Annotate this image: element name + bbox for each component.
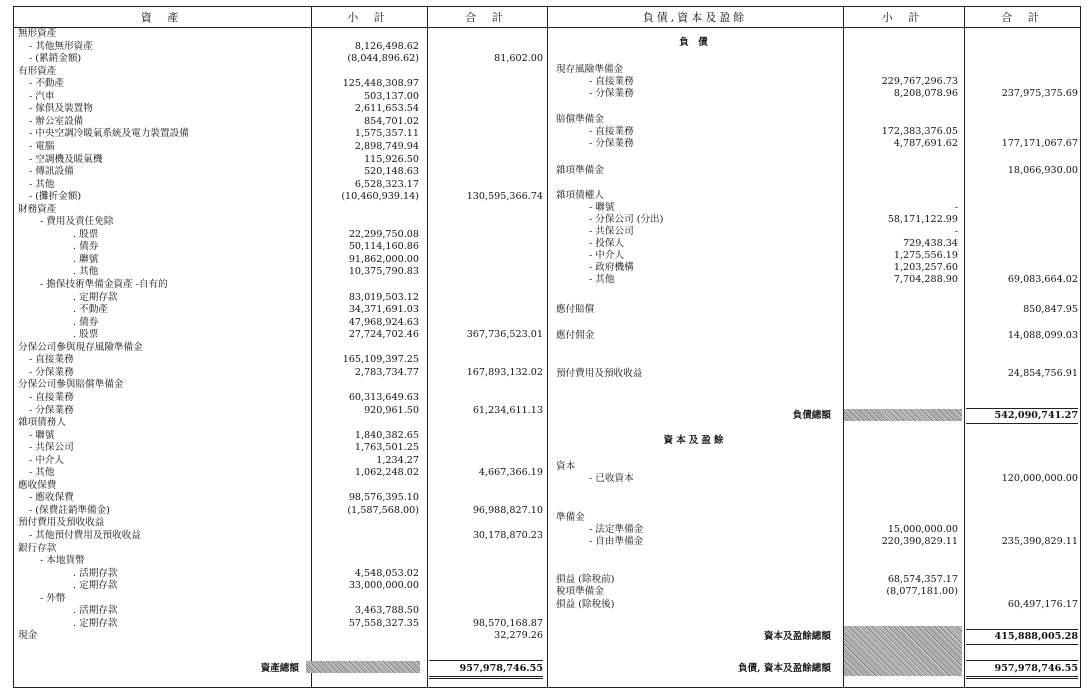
asset-row (14, 354, 419, 366)
asset-label: - 應收保費 (29, 492, 74, 503)
liability-row (14, 473, 1078, 485)
total-rule (966, 408, 1078, 409)
liability-label: 資本 (556, 461, 576, 472)
asset-row (14, 555, 85, 567)
column-divider (311, 7, 312, 687)
liability-subtotal: - (954, 202, 958, 213)
asset-subtotal: 57,558,327.35 (348, 618, 419, 629)
asset-total: 130,595,366.74 (466, 191, 543, 202)
asset-label: - 傳訊設備 (29, 166, 74, 177)
liability-label: - 投保人 (589, 238, 625, 249)
asset-subtotal: 115,926.50 (364, 154, 419, 165)
asset-total: 367,736,523.01 (466, 329, 543, 340)
liability-total: 69,083,664.02 (1007, 274, 1078, 285)
asset-subtotal: 1,575,357.11 (354, 128, 419, 139)
asset-subtotal: 2,783,734.77 (354, 367, 419, 378)
liability-total: 235,390,829.11 (1001, 536, 1078, 547)
header-subtotal-right: 小 計 (881, 11, 926, 24)
asset-subtotal: 503,137.00 (364, 91, 419, 102)
asset-label: . 債券 (73, 241, 99, 252)
asset-label: 預付費用及預收收益 (18, 517, 105, 528)
liabilities-total-label: 負債總額 (792, 410, 831, 421)
asset-row (14, 417, 66, 429)
column-divider (427, 7, 428, 687)
asset-row (14, 405, 543, 417)
liability-label: 資本及盈餘 (663, 435, 727, 446)
asset-label: - 電腦 (29, 141, 55, 152)
total-rule (966, 629, 1078, 630)
asset-label: - 其他無形資產 (29, 41, 93, 52)
asset-label: - 辦公室設備 (29, 116, 84, 127)
header-subtotal-left: 小 計 (347, 11, 391, 24)
liability-label: - 其他 (589, 274, 615, 285)
asset-subtotal: 10,375,790.83 (348, 266, 419, 277)
asset-row (14, 630, 543, 642)
asset-row (14, 292, 419, 304)
asset-label: - (攤折金額) (29, 191, 82, 202)
asset-label: - 其他 (29, 179, 55, 190)
asset-subtotal: 33,000,000.00 (348, 580, 419, 591)
asset-subtotal: (10,460,939.14) (341, 191, 419, 202)
double-rule (966, 676, 1078, 677)
asset-total: 61,234,611.13 (472, 405, 543, 416)
liability-total: 18,066,930.00 (1007, 165, 1078, 176)
asset-label: - 其他 (29, 467, 55, 478)
liability-total: 60,497,176.17 (1007, 599, 1078, 610)
grand-total-value: 957,978,746.55 (994, 663, 1078, 674)
liability-subtotal: (8,077,181.00) (886, 586, 958, 597)
double-rule (429, 678, 543, 679)
double-rule (429, 676, 543, 677)
liability-label: - 法定準備金 (589, 524, 644, 535)
asset-label: - 外幣 (40, 593, 66, 604)
asset-label: 分保公司參與現存風險準備金 (18, 342, 143, 353)
asset-subtotal: 1,840,382.65 (354, 430, 419, 441)
asset-row (14, 342, 143, 354)
asset-label: . 股票 (73, 329, 99, 340)
total-rule (429, 660, 543, 661)
assets-total-row (22, 663, 299, 675)
asset-label: - 傢俱及裝置物 (29, 103, 93, 114)
asset-label: . 定期存款 (73, 292, 118, 303)
liability-label: 準備金 (556, 512, 585, 523)
asset-label: - 直接業務 (29, 392, 74, 403)
liability-label: - 直接業務 (589, 126, 634, 137)
liability-subtotal: 729,438.34 (903, 238, 958, 249)
asset-subtotal: 34,371,691.03 (348, 304, 419, 315)
liability-label: - 中介人 (589, 250, 625, 261)
asset-total: 96,988,827.10 (472, 505, 543, 516)
asset-subtotal: 60,313,649.63 (348, 392, 419, 403)
asset-label: - (累銷金額) (29, 53, 82, 64)
shaded-cell (844, 409, 962, 421)
liability-label: - 自由準備金 (589, 536, 644, 547)
asset-subtotal: 520,148.63 (364, 166, 419, 177)
liability-subtotal: 58,171,122.99 (887, 214, 958, 225)
asset-label: - 直接業務 (29, 354, 74, 365)
liability-subtotal: 1,275,556.19 (893, 250, 958, 261)
asset-subtotal: 50,114,160.86 (348, 241, 419, 252)
asset-row (14, 618, 543, 630)
asset-subtotal: 8,126,498.62 (354, 41, 419, 52)
assets-total-value: 957,978,746.55 (459, 663, 543, 674)
asset-label: 無形資產 (18, 28, 57, 39)
liability-label: - 直接業務 (589, 76, 634, 87)
asset-subtotal: 91,862,000.00 (348, 254, 419, 265)
liability-total: 850,847.95 (1023, 304, 1078, 315)
asset-label: - 中介人 (29, 455, 65, 466)
asset-subtotal: 1,062,248.02 (354, 467, 419, 478)
liabilities-total-value: 542,090,741.27 (994, 410, 1078, 421)
liability-subtotal: - (954, 226, 958, 237)
asset-label: - 空調機及暖氣機 (29, 154, 103, 165)
header-total-right: 合 計 (1001, 11, 1045, 24)
liability-total: 120,000,000.00 (1001, 473, 1078, 484)
liability-total: 14,088,099.03 (1007, 330, 1078, 341)
liability-label: - 分保業務 (589, 88, 634, 99)
asset-subtotal: 3,463,788.50 (354, 605, 419, 616)
shaded-cell (306, 661, 420, 673)
asset-label: - 聯號 (29, 430, 55, 441)
asset-subtotal: 1,234.27 (376, 455, 419, 466)
asset-label: . 債券 (73, 317, 99, 328)
column-divider (964, 7, 965, 687)
liability-subtotal: 7,704,288.90 (893, 274, 958, 285)
asset-subtotal: 2,898,749.94 (354, 141, 419, 152)
asset-label: - (保費註銷準備金) (29, 505, 110, 516)
asset-label: 有形資產 (18, 66, 57, 77)
asset-label: - 不動產 (29, 78, 65, 89)
capital-total-value: 415,888,005.28 (994, 631, 1078, 642)
header-total-left: 合 計 (465, 11, 509, 24)
asset-label: 財務資產 (18, 204, 57, 215)
asset-subtotal: 854,701.02 (364, 116, 419, 127)
asset-label: 雜項債務人 (18, 417, 66, 428)
total-rule (966, 660, 1078, 661)
asset-row (14, 392, 419, 404)
liability-label: 賠償準備金 (556, 114, 604, 125)
liabilities-total-value-cell (966, 410, 1078, 422)
total-rule (966, 644, 1078, 645)
asset-label: . 聯號 (73, 254, 99, 265)
asset-total: 98,570,168.87 (472, 618, 543, 629)
asset-label: - 費用及責任免除 (40, 216, 114, 227)
asset-total: 81,602.00 (494, 53, 543, 64)
liability-label: - 政府機構 (589, 262, 634, 273)
liability-label: 雜項債權人 (556, 190, 604, 201)
header-divider (14, 27, 1080, 28)
assets-total-label: 資產總額 (260, 663, 299, 674)
capital-total-label: 資本及盈餘總額 (763, 631, 831, 642)
assets-total-value-cell (429, 663, 543, 675)
asset-row (14, 317, 419, 329)
asset-label: . 定期存款 (73, 618, 118, 629)
asset-total: 167,893,132.02 (466, 367, 543, 378)
asset-label: . 定期存款 (73, 580, 118, 591)
asset-subtotal: (8,044,896.62) (347, 53, 419, 64)
column-divider (547, 7, 548, 687)
liability-label: - 已收資本 (589, 473, 634, 484)
asset-label: . 活期存款 (73, 568, 118, 579)
liability-label: 現存風險準備金 (556, 64, 624, 75)
liability-label: 應付佣金 (556, 330, 595, 341)
liability-total: 237,975,375.69 (1001, 88, 1078, 99)
liability-subtotal: 1,203,257.60 (893, 262, 958, 273)
asset-total: 4,667,366.19 (478, 467, 543, 478)
liability-label: 損益 (除稅後) (556, 599, 615, 610)
asset-label: . 不動產 (73, 304, 108, 315)
asset-label: - 其他預付費用及預收收益 (29, 530, 141, 541)
liability-subtotal: 68,574,357.17 (887, 574, 958, 585)
liability-subtotal: 229,767,296.73 (881, 76, 958, 87)
liability-label: - 共保公司 (589, 226, 634, 237)
liability-label: 負 債 (679, 37, 711, 48)
asset-subtotal: 165,109,397.25 (342, 354, 419, 365)
asset-label: - 本地貨幣 (40, 555, 85, 566)
column-divider (843, 7, 844, 687)
asset-subtotal: 920,961.50 (364, 405, 419, 416)
asset-label: - 分保業務 (29, 405, 74, 416)
liability-total: 177,171,067.67 (1001, 138, 1078, 149)
asset-label: - 中央空調冷暖氣系統及電力裝置設備 (29, 128, 189, 139)
asset-subtotal: 98,576,395.10 (348, 492, 419, 503)
asset-subtotal: 83,019,503.12 (348, 292, 419, 303)
liability-label: 應付賠償 (556, 304, 595, 315)
capital-total-row (554, 631, 831, 643)
grand-total-row (554, 663, 831, 675)
header-assets: 資 產 (140, 11, 185, 24)
liability-subtotal: 172,383,376.05 (881, 126, 958, 137)
liability-label: 稅項準備金 (556, 586, 604, 597)
liability-label: 雜項準備金 (556, 165, 604, 176)
liability-label: - 分保公司 (分出) (589, 214, 664, 225)
asset-label: - 分保業務 (29, 367, 74, 378)
grand-total-value-cell (966, 663, 1078, 675)
liability-row (14, 586, 958, 598)
asset-total: 32,279.26 (494, 630, 543, 641)
liability-label: 預付費用及預收收益 (556, 368, 643, 379)
header-liabilities: 負債,資本及盈餘 (642, 11, 748, 24)
asset-subtotal: (1,587,568.00) (347, 505, 419, 516)
asset-label: 現金 (18, 630, 38, 641)
liability-subtotal: 15,000,000.00 (887, 524, 958, 535)
liability-total: 24,854,756.91 (1007, 368, 1078, 379)
asset-subtotal: 125,448,308.97 (342, 78, 419, 89)
asset-label: . 其他 (73, 266, 99, 277)
asset-label: 銀行存款 (18, 543, 57, 554)
liabilities-total-row (554, 410, 831, 422)
liability-label: - 聯號 (589, 202, 615, 213)
asset-row (14, 379, 124, 391)
asset-subtotal: 27,724,702.46 (348, 329, 419, 340)
capital-total-value-cell (966, 631, 1078, 643)
shaded-cell (844, 626, 962, 676)
liability-label: 損益 (除稅前) (556, 574, 615, 585)
asset-label: - 擔保技術準備金資產 -自有的 (40, 279, 168, 290)
liability-row (14, 536, 1078, 548)
asset-label: - 汽車 (29, 91, 55, 102)
double-rule (966, 678, 1078, 679)
asset-label: . 股票 (73, 229, 99, 240)
asset-subtotal: 6,528,323.17 (354, 179, 419, 190)
grand-total-label: 負債, 資本及盈餘總額 (737, 663, 831, 674)
liability-subtotal: 220,390,829.11 (881, 536, 958, 547)
balance-sheet (13, 6, 1081, 688)
asset-subtotal: 2,611,653.54 (354, 103, 419, 114)
asset-subtotal: 1,763,501.25 (354, 442, 419, 453)
asset-label: 分保公司參與賠償準備金 (18, 379, 124, 390)
asset-subtotal: 47,968,924.63 (348, 317, 419, 328)
asset-label: . 活期存款 (73, 605, 118, 616)
asset-subtotal: 4,548,053.02 (354, 568, 419, 579)
asset-label: - 共保公司 (29, 442, 74, 453)
asset-label: 應收保費 (18, 480, 57, 491)
asset-total: 30,178,870.23 (472, 530, 543, 541)
asset-row (14, 492, 419, 504)
asset-subtotal: 22,299,750.08 (348, 229, 419, 240)
liability-subtotal: 4,787,691.62 (893, 138, 958, 149)
total-rule (966, 423, 1078, 424)
liability-label: - 分保業務 (589, 138, 634, 149)
liability-subtotal: 8,208,078.96 (893, 88, 958, 99)
